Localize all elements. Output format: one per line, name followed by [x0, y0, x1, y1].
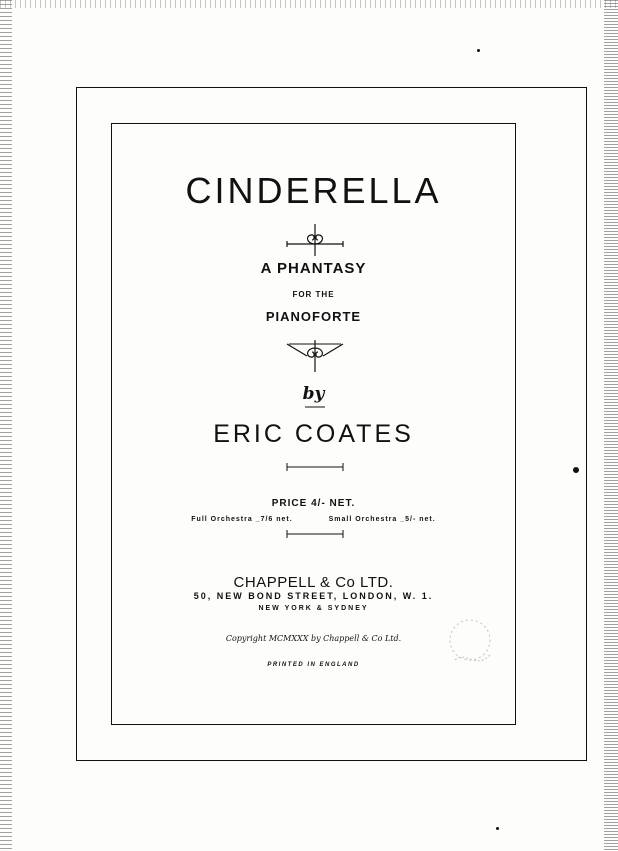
top-ornament-icon — [285, 222, 345, 258]
ink-speck — [477, 49, 480, 52]
printed-in: PRINTED IN ENGLAND — [267, 662, 360, 668]
ink-speck — [496, 827, 499, 830]
by-underline-icon — [305, 405, 325, 409]
bottom-ornament-icon — [285, 338, 345, 374]
page-title: CINDERELLA — [185, 170, 442, 211]
subtitle: A PHANTASY — [260, 260, 367, 277]
publisher-cities: NEW YORK & SYDNEY — [258, 605, 369, 612]
for-the-text: FOR THE — [292, 290, 335, 299]
publisher: CHAPPELL & Co LTD. — [233, 574, 394, 591]
scan-edge-top — [0, 0, 618, 8]
by-text: by — [302, 384, 325, 404]
full-orchestra-price: Full Orchestra _7/6 net. — [191, 516, 293, 523]
orchestra-prices — [111, 516, 516, 523]
publisher-address: 50, NEW BOND STREET, LONDON, W. 1. — [193, 591, 434, 601]
scan-edge-right — [604, 0, 618, 851]
faded-stamp-icon — [440, 610, 500, 680]
price: PRICE 4/- NET. — [271, 498, 356, 509]
scan-edge-left — [0, 0, 12, 851]
price-top-rule-icon — [286, 463, 344, 471]
ink-speck — [573, 467, 579, 473]
composer-name: ERIC COATES — [213, 420, 414, 448]
instrument: PIANOFORTE — [265, 309, 362, 324]
small-orchestra-price: Small Orchestra _5/- net. — [328, 516, 436, 523]
price-bottom-rule-icon — [286, 530, 344, 538]
copyright-notice: Copyright MCMXXX by Chappell & Co Ltd. — [225, 634, 402, 643]
